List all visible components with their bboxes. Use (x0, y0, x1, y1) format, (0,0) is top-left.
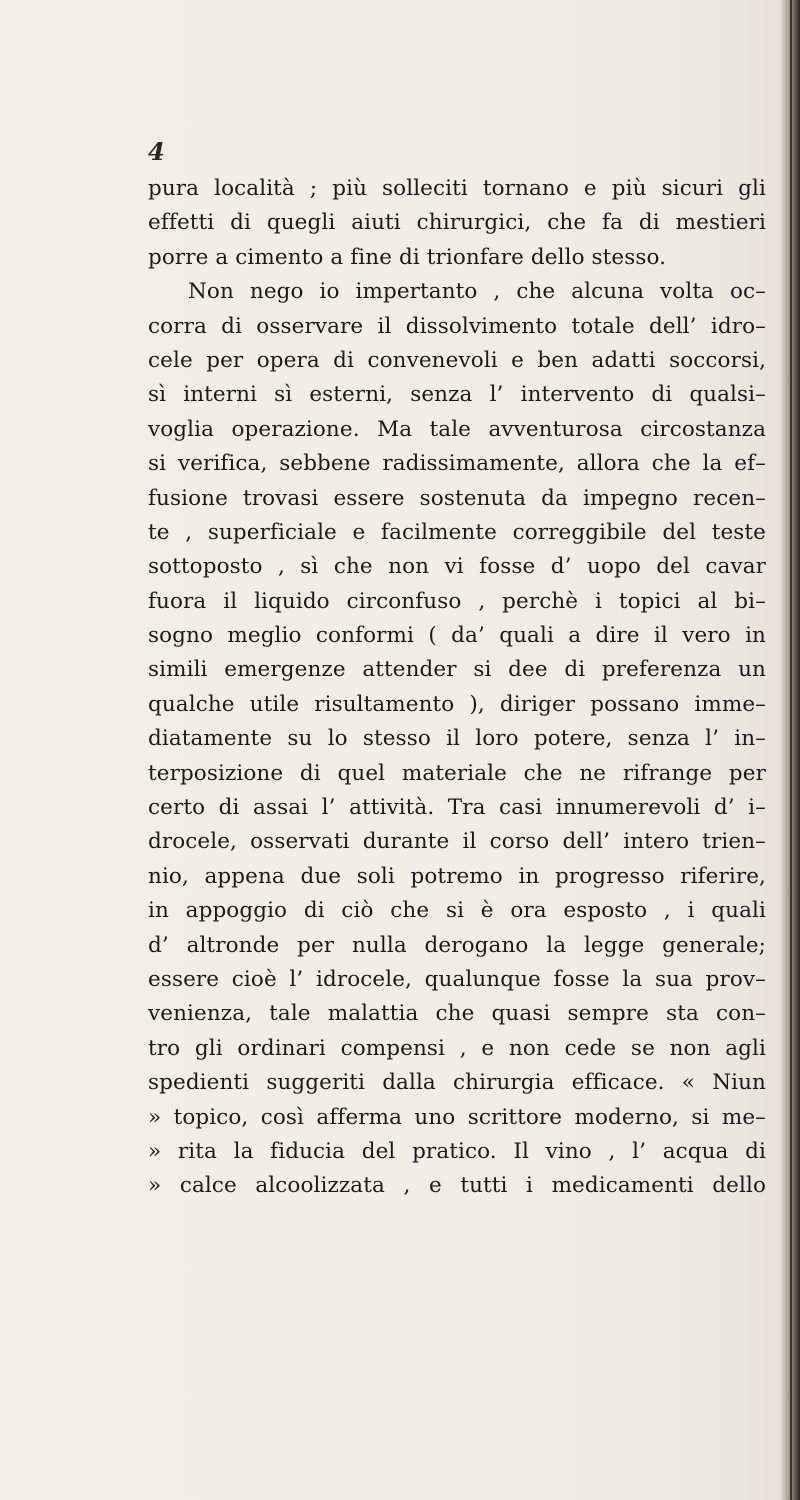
page-edge-line (790, 0, 792, 1500)
text-line: voglia operazione. Ma tale avventurosa circostanza (148, 416, 766, 442)
text-line: diatamente su lo stesso il loro potere, senza l’ in– (148, 726, 766, 752)
text-line: cele per opera di convenevoli e ben adatti soccorsi, (148, 347, 766, 373)
text-line: pura località ; più solleciti tornano e più sicuri gli (148, 176, 766, 201)
text-line: sì interni sì esterni, senza l’ intervento di qualsi– (148, 382, 766, 408)
text-line: in appoggio di ciò che si è ora esposto , i quali (148, 898, 766, 924)
text-line: effetti di quegli aiuti chirurgici, che fa di mestieri (148, 210, 766, 236)
text-line: si verifica, sebbene radissimamente, allora che la ef– (148, 451, 766, 477)
text-line: tro gli ordinari compensi , e non cede se non agli (148, 1035, 766, 1061)
text-line: d’ altronde per nulla derogano la legge generale; (148, 932, 766, 958)
text-line: sottoposto , sì che non vi fosse d’ uopo del cavar (148, 554, 766, 580)
text-line: terposizione di quel materiale che ne rifrange per (148, 760, 766, 786)
text-line: essere cioè l’ idrocele, qualunque fosse la sua prov– (148, 966, 766, 992)
text-line: simili emergenze attender si dee di preferenza un (148, 657, 766, 683)
body-text (148, 172, 766, 1204)
paragraph-start-line: Non nego io impertanto , che alcuna volta oc– (188, 279, 766, 305)
text-line: nio, appena due soli potremo in progresso riferire, (148, 863, 766, 889)
text-line: fuora il liquido circonfuso , perchè i topici al bi– (148, 588, 766, 614)
text-line: certo di assai l’ attività. Tra casi innumerevoli d’ i– (148, 795, 766, 821)
text-line: te , superficiale e facilmente correggibile del teste (148, 519, 766, 545)
text-line: drocele, osservati durante il corso dell’ intero trien– (148, 829, 766, 855)
text-line: corra di osservare il dissolvimento totale dell’ idro– (148, 313, 766, 339)
text-line: spedienti suggeriti dalla chirurgia efficace. « Niun (148, 1070, 766, 1096)
text-line: fusione trovasi essere sostenuta da impegno recen– (148, 485, 766, 511)
text-line: sogno meglio conformi ( da’ quali a dire il vero in (148, 623, 766, 649)
quote-line: » topico, così afferma uno scrittore moderno, si me– (148, 1104, 766, 1130)
quote-line: » rita la fiducia del pratico. Il vino , l’ acqua di (148, 1138, 766, 1164)
page-number: 4 (148, 137, 165, 166)
text-line: porre a cimento a fine di trionfare dello stesso. (148, 244, 667, 270)
text-line: qualche utile risultamento ), diriger possano imme– (148, 691, 766, 717)
quote-line: » calce alcoolizzata , e tutti i medicamenti dello (148, 1173, 766, 1199)
text-line: venienza, tale malattia che quasi sempre sta con– (148, 1001, 766, 1027)
